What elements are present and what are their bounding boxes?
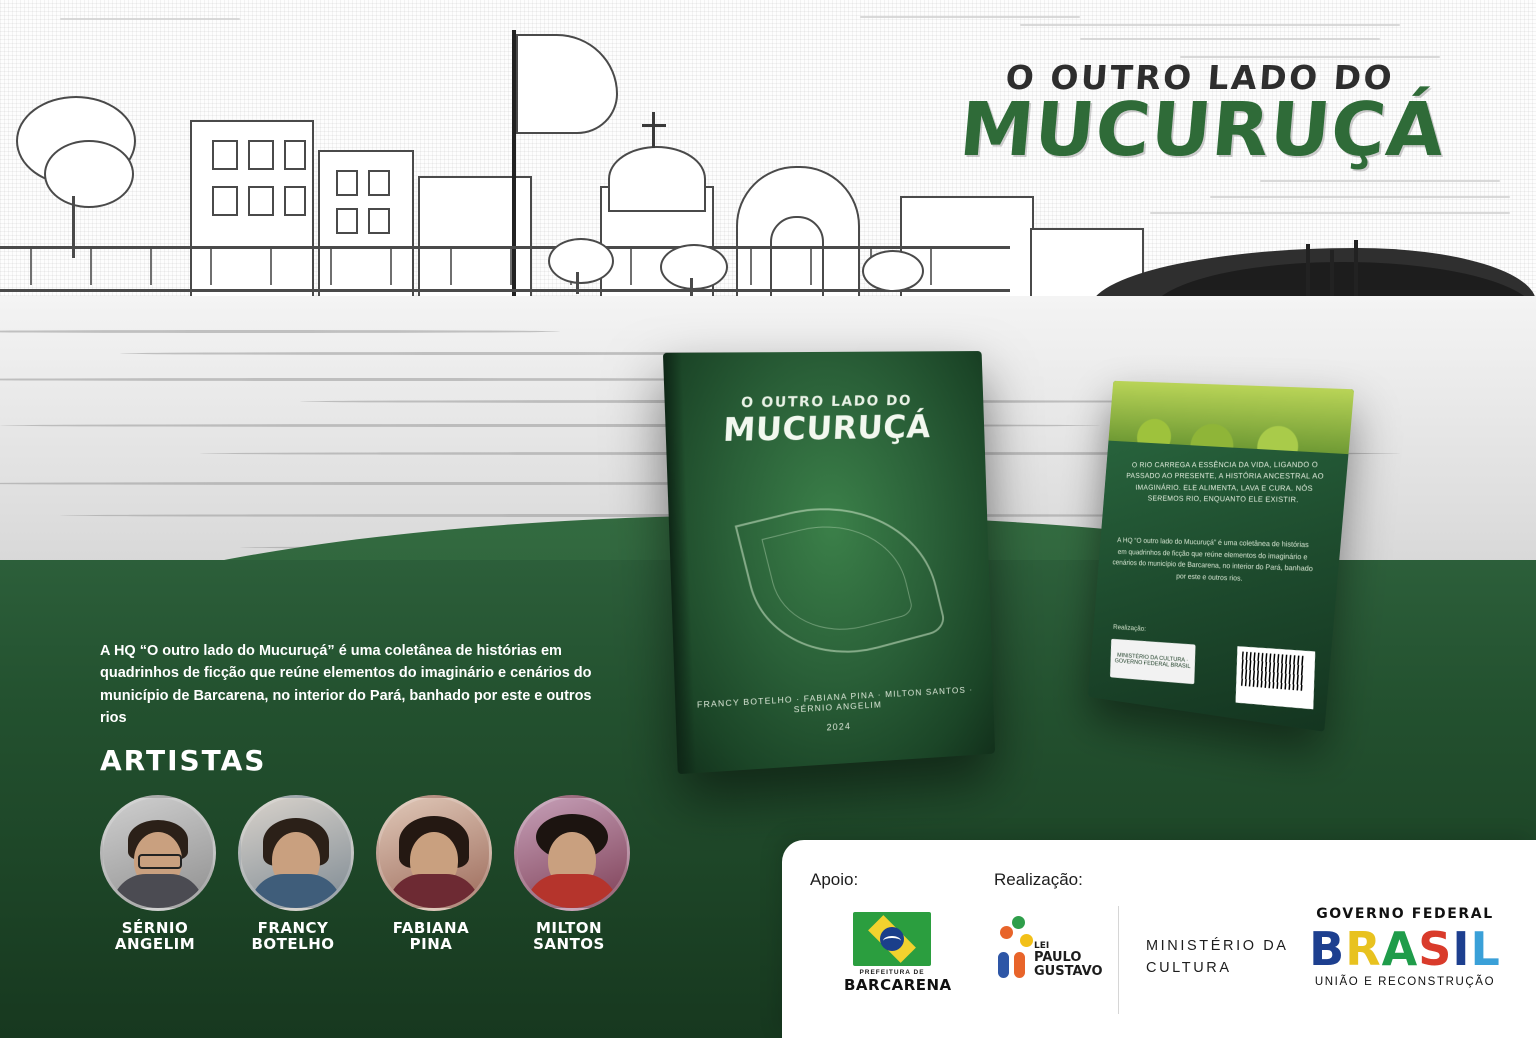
ministerio-line1: MINISTÉRIO DA bbox=[1146, 938, 1289, 954]
artist-last-name: ANGELIM bbox=[114, 934, 196, 953]
artist-last-name: SANTOS bbox=[533, 934, 605, 953]
flag-circle bbox=[880, 927, 904, 951]
ministerio-cultura-logo bbox=[1146, 936, 1289, 980]
building-window bbox=[368, 208, 390, 234]
tree-illustration bbox=[660, 244, 728, 290]
book-front-cover bbox=[663, 351, 995, 774]
lei-paulo-gustavo-logo bbox=[994, 912, 1106, 1012]
artist-item bbox=[100, 795, 210, 953]
lei-paulo-gustavo-text bbox=[1034, 942, 1103, 979]
tree-trunk bbox=[72, 196, 75, 258]
brasil-letter-a: A bbox=[1381, 922, 1419, 976]
railing-post bbox=[270, 249, 272, 285]
back-cover-synopsis: A HQ “O outro lado do Mucuruçá” é uma coletânea de histórias em quadrinhos de ficção que reúne elementos do imaginário e cenários do município de Barcarena, no interior do Pará, banhado por este e outros rios. bbox=[1112, 535, 1313, 583]
cloud-line bbox=[1080, 38, 1380, 40]
barcarena-prefix: PREFEITURA DE bbox=[859, 969, 925, 976]
building-window bbox=[368, 170, 390, 196]
sponsor-panel bbox=[782, 840, 1536, 1038]
back-cover-mini-logo: MINISTÉRIO DA CULTURA · GOVERNO FEDERAL BRASIL bbox=[1110, 639, 1196, 684]
poster-title bbox=[956, 58, 1449, 173]
building-window bbox=[336, 208, 358, 234]
tree-illustration bbox=[548, 238, 614, 284]
barcode-icon bbox=[1236, 646, 1316, 709]
church-cross-post bbox=[652, 112, 655, 148]
building-window bbox=[336, 170, 358, 196]
railing-post bbox=[630, 249, 632, 285]
governo-federal-logo bbox=[1300, 906, 1510, 988]
avatar-body bbox=[388, 874, 480, 908]
artist-first-name: FABIANA bbox=[392, 919, 470, 937]
river-pole bbox=[1306, 244, 1310, 304]
railing-post bbox=[390, 249, 392, 285]
brasil-letter-r: R bbox=[1345, 922, 1382, 976]
avatar bbox=[238, 795, 354, 911]
front-cover-year: 2024 bbox=[826, 721, 852, 733]
governo-bottom-label: UNIÃO E RECONSTRUÇÃO bbox=[1314, 976, 1496, 988]
figure-orange-icon bbox=[1000, 926, 1013, 939]
tree-illustration bbox=[44, 140, 134, 208]
building-window bbox=[284, 140, 306, 170]
glasses-icon bbox=[138, 854, 182, 869]
front-cover-title-main: MUCURUÇÁ bbox=[722, 407, 932, 450]
avatar bbox=[514, 795, 630, 911]
cloud-line bbox=[1020, 24, 1400, 26]
ministerio-line2: CULTURA bbox=[1146, 959, 1232, 976]
avatar-body bbox=[250, 874, 342, 908]
artist-name bbox=[100, 921, 210, 953]
poster-blurb: A HQ “O outro lado do Mucuruçá” é uma coletânea de histórias em quadrinhos de ficção que reúne elementos do imaginário e cenários do município de Barcarena, no interior do Pará, banhado por este e outros rios bbox=[100, 643, 592, 727]
brasil-letter-l: L bbox=[1470, 922, 1501, 976]
realizacao-label: Realização: bbox=[994, 870, 1083, 889]
railing-post bbox=[210, 249, 212, 285]
building-window bbox=[212, 186, 238, 216]
governo-top-label: GOVERNO FEDERAL bbox=[1316, 906, 1494, 922]
church-cross-bar bbox=[642, 124, 666, 127]
book-back-cover bbox=[1088, 381, 1354, 732]
back-cover-realizacao-label: Realização: bbox=[1112, 623, 1147, 633]
cloud-line bbox=[60, 18, 240, 20]
artist-item bbox=[514, 795, 624, 953]
avatar-body bbox=[112, 874, 204, 908]
artist-first-name: MILTON bbox=[535, 919, 603, 937]
artist-last-name: PINA bbox=[409, 934, 453, 953]
artist-name bbox=[238, 921, 348, 953]
figure-yellow-icon bbox=[1020, 934, 1033, 947]
railing-post bbox=[30, 249, 32, 285]
building-window bbox=[284, 186, 306, 216]
barcarena-name: BARCARENA bbox=[844, 976, 952, 994]
artist-name bbox=[376, 921, 486, 953]
brasil-letter-i: I bbox=[1452, 922, 1471, 976]
brasil-letter-b: B bbox=[1309, 922, 1346, 976]
cloud-line bbox=[860, 16, 1080, 18]
railing-post bbox=[510, 249, 512, 285]
artist-item bbox=[238, 795, 348, 953]
front-cover-title-top: O OUTRO LADO DO bbox=[740, 392, 913, 412]
barcarena-flag-icon bbox=[853, 912, 931, 966]
brasil-wordmark bbox=[1300, 922, 1510, 976]
lpg-line3: GUSTAVO bbox=[1034, 964, 1103, 980]
tree-trunk bbox=[576, 272, 579, 294]
title-line-top: O OUTRO LADO DO bbox=[1004, 58, 1396, 97]
railing-post bbox=[930, 249, 932, 285]
cloud-line bbox=[1210, 196, 1510, 198]
panel-divider bbox=[1118, 906, 1119, 1014]
tree-trunk bbox=[690, 278, 693, 296]
railing-post bbox=[450, 249, 452, 285]
front-cover-authors: FRANCY BOTELHO · FABIANA PINA · MILTON SANTOS · SÉRNIO ANGELIM bbox=[696, 684, 974, 715]
lpg-line2: PAULO bbox=[1034, 950, 1082, 966]
figure-blue-icon bbox=[998, 952, 1009, 978]
avatar bbox=[100, 795, 216, 911]
artist-name bbox=[514, 921, 624, 953]
figure-orange-body-icon bbox=[1014, 952, 1025, 978]
apoio-label: Apoio: bbox=[810, 870, 859, 889]
cloud-line bbox=[1260, 180, 1500, 182]
river-pole bbox=[1354, 240, 1358, 304]
railing-post bbox=[90, 249, 92, 285]
building-window bbox=[248, 140, 274, 170]
building-window bbox=[212, 140, 238, 170]
church-dome bbox=[608, 146, 706, 212]
artist-first-name: SÉRNIO bbox=[121, 919, 189, 937]
figure-green-icon bbox=[1012, 916, 1025, 929]
moss-texture bbox=[1108, 381, 1354, 454]
railing-post bbox=[330, 249, 332, 285]
avatar bbox=[376, 795, 492, 911]
artist-last-name: BOTELHO bbox=[251, 934, 335, 953]
artists-list bbox=[100, 795, 624, 953]
railing-post bbox=[150, 249, 152, 285]
artist-item bbox=[376, 795, 486, 953]
back-cover-quote: O RIO CARREGA A ESSÊNCIA DA VIDA, LIGANDO O PASSADO AO PRESENTE, A HISTÓRIA ANCESTRAL AO IMAGINÁRIO. ELE ALIMENTA, LAVA E CURA. NÓS SEREMOS RIO, ENQUANTO ELE EXISTIR. bbox=[1126, 459, 1324, 505]
lpg-line1: LEI bbox=[1034, 941, 1050, 951]
barcarena-logo bbox=[844, 912, 952, 1008]
brasil-letter-s: S bbox=[1418, 922, 1453, 976]
cloud-line bbox=[1150, 212, 1510, 214]
tree-illustration bbox=[862, 250, 924, 292]
railing-post bbox=[750, 249, 752, 285]
artist-first-name: FRANCY bbox=[257, 919, 329, 937]
railing-post bbox=[810, 249, 812, 285]
title-line-main: MUCURUÇÁ bbox=[956, 87, 1449, 173]
avatar-body bbox=[526, 874, 618, 908]
artists-heading: ARTISTAS bbox=[100, 744, 267, 777]
building-window bbox=[248, 186, 274, 216]
